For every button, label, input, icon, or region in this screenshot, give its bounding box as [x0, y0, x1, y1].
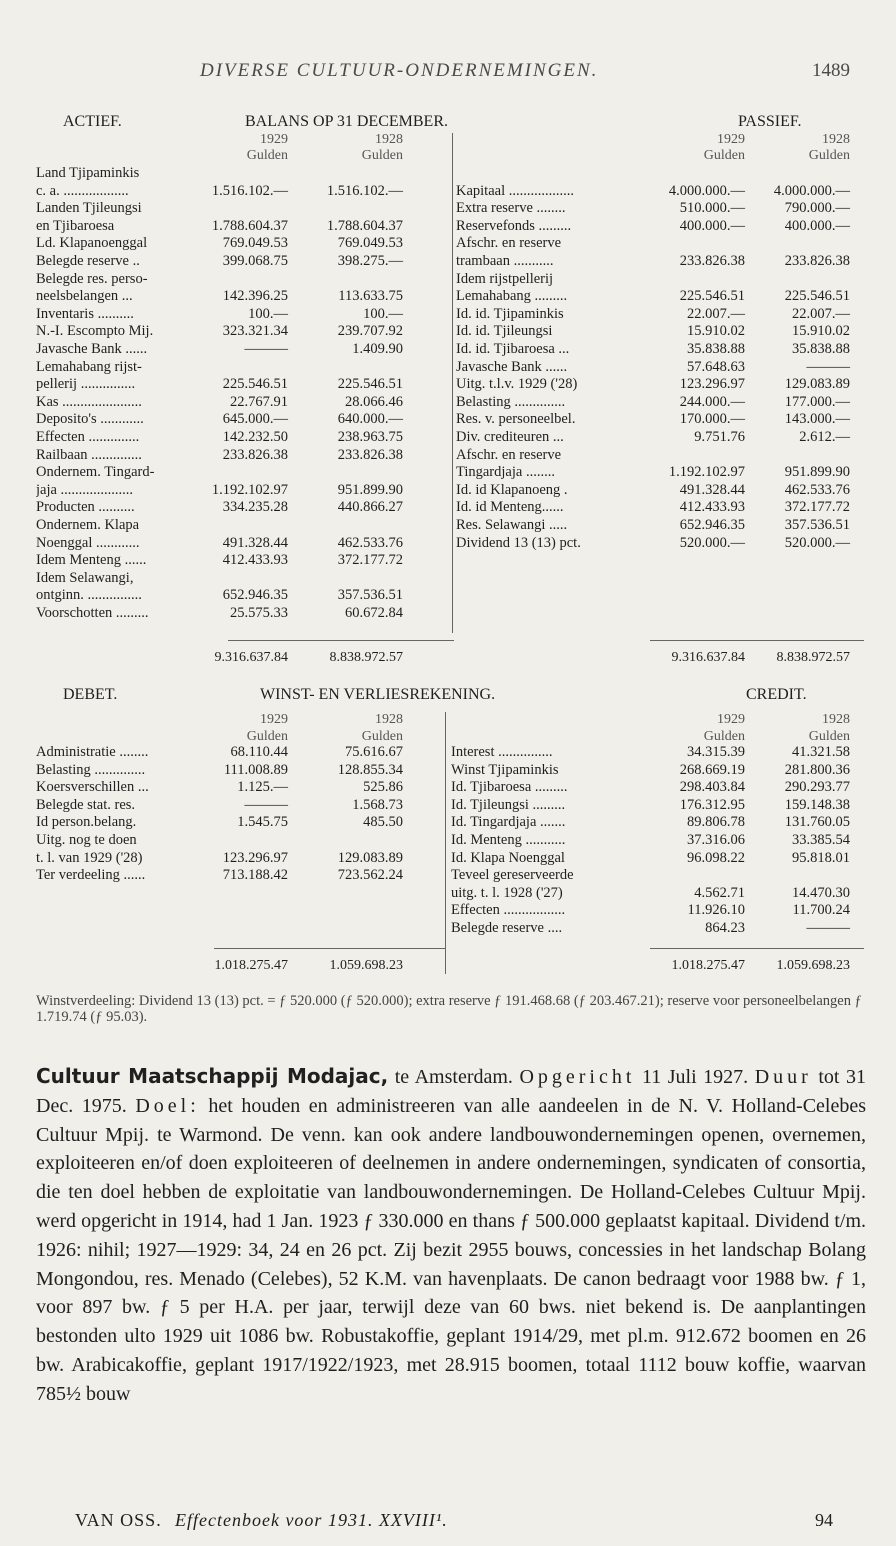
- col-year: 1929: [717, 132, 745, 147]
- row-value-1929: 123.296.97: [679, 376, 745, 393]
- total-value: 1.018.275.47: [214, 958, 288, 973]
- row-value-1928: 290.293.77: [784, 779, 850, 796]
- row-value-1928: 35.838.88: [792, 341, 850, 357]
- spaced-keyword: Doel:: [135, 1094, 200, 1117]
- actief-title: ACTIEF.: [63, 113, 122, 130]
- row-value-1928: 372.177.72: [337, 552, 403, 569]
- row-value-1928: 113.633.75: [338, 288, 403, 305]
- row-label: Afschr. en reserve: [456, 447, 562, 463]
- spaced-keyword: Opgericht: [519, 1066, 636, 1088]
- spaced-keyword: Duur: [754, 1066, 812, 1088]
- col-year: 1929: [260, 132, 288, 147]
- row-value-1928: 225.546.51: [337, 376, 403, 393]
- row-label: Idem Selawangi,: [36, 570, 134, 586]
- col-unit: Gulden: [246, 148, 288, 163]
- row-label: Lemahabang .........: [456, 289, 568, 305]
- row-value-1929: 57.648.63: [687, 358, 745, 375]
- row-value-1928: 790.000.—: [784, 200, 850, 217]
- row-value-1928: 233.826.38: [784, 253, 850, 269]
- total-value: 1.059.698.23: [329, 958, 403, 973]
- row-label: Administratie ........: [36, 745, 149, 760]
- row-value-1929: 334.235.28: [222, 499, 288, 516]
- row-value-1929: 225.546.51: [222, 376, 288, 393]
- row-value-1929: 68.110.44: [230, 744, 288, 760]
- row-value-1928: 177.000.—: [784, 393, 850, 410]
- row-value-1929: 1.516.102.—: [211, 182, 288, 199]
- row-value-1929: 652.946.35: [222, 587, 288, 604]
- row-value-1929: 25.575.33: [230, 605, 288, 621]
- row-label: trambaan ...........: [456, 254, 554, 269]
- row-label: Id. Tjibaroesa .........: [451, 780, 568, 796]
- row-value-1928: ———: [806, 358, 850, 375]
- row-value-1929: 652.946.35: [679, 517, 745, 533]
- row-value-1929: 233.826.38: [222, 446, 288, 463]
- row-label: Id. id. Tjileungsi: [456, 324, 553, 340]
- row-label: Ondernem. Klapa: [36, 518, 140, 533]
- company-description: [36, 1062, 866, 1409]
- row-value-1929: 142.232.50: [222, 429, 288, 445]
- col-year: 1928: [375, 712, 403, 727]
- row-value-1929: 22.007.—: [687, 305, 745, 322]
- row-value-1928: 238.963.75: [337, 429, 403, 445]
- row-value-1929: 412.433.93: [679, 499, 745, 516]
- row-label: Id person.belang.: [36, 815, 137, 831]
- credit-table: [445, 745, 865, 945]
- row-label: Id. id. Tjipaminkis: [456, 306, 564, 322]
- row-value-1928: 951.899.90: [784, 464, 850, 481]
- total-value: 9.316.637.84: [214, 650, 288, 665]
- running-title: DIVERSE CULTUUR-ONDERNEMINGEN.: [200, 60, 599, 81]
- profit-distribution-note: Winstverdeeling: Dividend 13 (13) pct. = ƒ 520.000 (ƒ 520.000); extra reserve ƒ 191.468.68 (ƒ 203.467.21); reserve voor personeelbelangen ƒ 1.719.74 (ƒ 95.03).: [36, 993, 862, 1025]
- row-label: Ld. Klapanoenggal: [36, 236, 148, 252]
- row-label: Extra reserve ........: [456, 201, 566, 217]
- row-label: Div. crediteuren ...: [456, 430, 564, 445]
- footer-page-number: 94: [815, 1510, 833, 1530]
- row-value-1928: 14.470.30: [792, 884, 850, 901]
- row-label: Belegde reserve ....: [451, 921, 563, 936]
- row-value-1928: 41.321.58: [792, 744, 850, 760]
- row-label: jaja ....................: [36, 482, 134, 498]
- row-label: ontginn. ...............: [36, 588, 142, 604]
- row-label: Kas ......................: [36, 394, 142, 410]
- balance-heading: [0, 113, 896, 135]
- row-label: Belegde reserve ..: [36, 254, 140, 269]
- passief-title: PASSIEF.: [738, 113, 802, 130]
- row-label: N.-I. Escompto Mij.: [36, 324, 154, 340]
- row-value-1928: 1.788.604.37: [326, 217, 403, 234]
- row-value-1929: 37.316.06: [687, 832, 745, 848]
- row-value-1929: 510.000.—: [679, 200, 745, 217]
- row-label: Voorschotten .........: [36, 606, 149, 621]
- row-value-1929: 142.396.25: [222, 288, 288, 305]
- passief-table: [452, 166, 864, 646]
- footer-book-title: Effectenboek voor 1931. XXVIII¹.: [175, 1510, 448, 1530]
- row-value-1928: 1.568.73: [352, 796, 403, 813]
- col-year: 1928: [822, 712, 850, 727]
- row-value-1929: 9.751.76: [694, 429, 745, 445]
- row-label: Noenggal ............: [36, 535, 140, 551]
- row-label: Winst Tjipaminkis: [451, 762, 559, 778]
- row-label: Land Tjipaminkis: [36, 166, 140, 181]
- row-value-1928: 525.86: [363, 779, 403, 796]
- running-head: [0, 60, 896, 90]
- row-label: c. a. ..................: [36, 183, 129, 199]
- row-value-1928: 129.083.89: [337, 849, 403, 866]
- row-value-1928: 440.866.27: [337, 499, 403, 516]
- row-value-1929: 34.315.39: [687, 744, 745, 760]
- row-label: Deposito's ............: [36, 412, 144, 428]
- row-value-1929: ———: [244, 796, 288, 813]
- row-label: en Tjibaroesa: [36, 218, 115, 234]
- total-value: 1.059.698.23: [776, 958, 850, 973]
- row-label: Res. v. personeelbel.: [456, 412, 576, 428]
- footer-publisher: VAN OSS.: [75, 1510, 162, 1530]
- row-value-1929: 298.403.84: [679, 779, 745, 796]
- row-value-1928: 28.066.46: [345, 393, 403, 410]
- row-value-1928: 60.672.84: [345, 605, 403, 621]
- row-label: Uitg. nog te doen: [36, 833, 137, 848]
- row-value-1928: 372.177.72: [784, 499, 850, 516]
- row-value-1928: 951.899.90: [337, 481, 403, 498]
- row-value-1929: 400.000.—: [679, 217, 745, 234]
- row-value-1928: 95.818.01: [792, 849, 850, 866]
- row-label: Ondernem. Tingard-: [36, 465, 155, 481]
- row-value-1928: 357.536.51: [784, 517, 850, 533]
- row-label: Belegde stat. res.: [36, 797, 136, 813]
- row-label: Id. id Menteng......: [456, 500, 564, 516]
- row-label: Interest ...............: [451, 745, 553, 760]
- row-value-1928: 22.007.—: [792, 305, 850, 322]
- prose-text: tot 31 Dec. 1975.: [36, 1066, 867, 1117]
- row-label: Javasche Bank ......: [36, 342, 148, 357]
- row-value-1928: ———: [806, 920, 850, 936]
- row-label: Id. Tingardjaja .......: [451, 815, 566, 831]
- total-value: 1.018.275.47: [671, 958, 745, 973]
- pl-title: WINST- EN VERLIESREKENING.: [260, 686, 496, 703]
- col-year: 1928: [822, 132, 850, 147]
- total-rule: [650, 948, 864, 949]
- row-value-1929: 100.—: [248, 305, 288, 322]
- col-unit: Gulden: [246, 729, 288, 744]
- total-rule: [214, 948, 446, 949]
- row-value-1929: 233.826.38: [679, 253, 745, 269]
- row-label: Tingardjaja ........: [456, 465, 555, 481]
- row-label: Idem Menteng ......: [36, 553, 147, 569]
- row-value-1929: 1.125.—: [237, 779, 288, 796]
- row-value-1928: 129.083.89: [784, 376, 850, 393]
- row-value-1928: 11.700.24: [792, 902, 850, 919]
- row-label: Producten ..........: [36, 500, 135, 516]
- row-value-1928: 485.50: [363, 814, 403, 831]
- row-value-1929: 89.806.78: [687, 814, 745, 831]
- row-label: Id. id Klapanoeng .: [456, 482, 568, 498]
- row-value-1929: 491.328.44: [679, 481, 745, 498]
- row-value-1929: 1.192.102.97: [211, 481, 288, 498]
- row-value-1928: 462.533.76: [337, 534, 403, 551]
- row-label: Reservefonds .........: [456, 218, 572, 234]
- row-value-1929: 864.23: [705, 920, 745, 936]
- col-unit: Gulden: [361, 729, 403, 744]
- col-year: 1929: [717, 712, 745, 727]
- row-value-1929: 244.000.—: [679, 393, 745, 410]
- col-year: 1928: [375, 132, 403, 147]
- row-value-1929: 4.562.71: [694, 884, 745, 901]
- row-label: Belasting ..............: [456, 394, 566, 410]
- col-unit: Gulden: [361, 148, 403, 163]
- row-label: Uitg. t.l.v. 1929 ('28): [456, 377, 578, 393]
- row-value-1929: 520.000.—: [679, 534, 745, 551]
- col-unit: Gulden: [703, 729, 745, 744]
- total-value: 8.838.972.57: [329, 650, 403, 665]
- row-label: uitg. t. l. 1928 ('27): [451, 885, 563, 901]
- row-value-1929: 769.049.53: [222, 235, 288, 252]
- row-value-1928: 100.—: [363, 305, 403, 322]
- row-label: Belasting ..............: [36, 762, 146, 778]
- row-value-1929: 1.545.75: [237, 814, 288, 831]
- total-value: 9.316.637.84: [671, 650, 745, 665]
- total-rule: [650, 640, 864, 641]
- row-value-1928: 640.000.—: [337, 411, 403, 428]
- row-value-1928: 1.516.102.—: [326, 182, 403, 199]
- row-label: t. l. van 1929 ('28): [36, 850, 143, 866]
- prose-text: te Amsterdam.: [388, 1066, 520, 1088]
- page-number: 1489: [812, 60, 850, 81]
- prose-text: 11 Juli 1927.: [635, 1066, 755, 1088]
- row-value-1928: 462.533.76: [784, 481, 850, 498]
- pl-heading: [0, 686, 896, 708]
- row-value-1929: 645.000.—: [222, 411, 288, 428]
- row-value-1928: 33.385.54: [792, 832, 850, 848]
- row-label: Effecten .................: [451, 903, 566, 919]
- row-label: Res. Selawangi .....: [456, 518, 568, 533]
- total-value: 8.838.972.57: [776, 650, 850, 665]
- row-value-1929: 15.910.02: [687, 323, 745, 340]
- row-value-1928: 1.409.90: [352, 341, 403, 357]
- row-label: neelsbelangen ...: [36, 289, 133, 305]
- col-year: 1929: [260, 712, 288, 727]
- row-value-1929: 713.188.42: [222, 867, 288, 884]
- row-label: Dividend 13 (13) pct.: [456, 535, 581, 551]
- row-label: Idem rijstpellerij: [456, 271, 554, 287]
- row-value-1929: 4.000.000.—: [668, 182, 745, 199]
- row-value-1928: 75.616.67: [345, 744, 403, 760]
- row-label: Teveel gereserveerde: [451, 868, 574, 884]
- row-value-1929: 35.838.88: [687, 341, 745, 357]
- row-value-1929: 1.788.604.37: [211, 217, 288, 234]
- company-name: Cultuur Maatschappij Modajac,: [36, 1064, 389, 1088]
- row-value-1928: 225.546.51: [784, 288, 850, 305]
- row-value-1928: 398.275.—: [337, 253, 403, 269]
- row-label: Lemahabang rijst-: [36, 359, 142, 375]
- row-value-1928: 233.826.38: [337, 446, 403, 463]
- row-label: Railbaan ..............: [36, 447, 142, 463]
- debet-table: [36, 745, 441, 895]
- balance-title: BALANS OP 31 DECEMBER.: [245, 113, 448, 130]
- row-value-1928: 723.562.24: [337, 867, 403, 884]
- row-value-1928: 281.800.36: [784, 761, 850, 778]
- row-value-1929: 11.926.10: [687, 902, 745, 919]
- row-label: Belegde res. perso-: [36, 271, 148, 287]
- row-value-1929: 170.000.—: [679, 411, 745, 428]
- row-value-1929: 225.546.51: [679, 288, 745, 305]
- row-value-1928: 128.855.34: [337, 761, 403, 778]
- row-value-1929: 22.767.91: [230, 393, 288, 410]
- row-value-1929: 176.312.95: [679, 796, 745, 813]
- row-value-1929: 491.328.44: [222, 534, 288, 551]
- row-label: Inventaris ..........: [36, 306, 134, 322]
- row-value-1928: 159.148.38: [784, 796, 850, 813]
- row-value-1929: 268.669.19: [679, 761, 745, 778]
- row-value-1928: 131.760.05: [784, 814, 850, 831]
- row-value-1929: 399.068.75: [222, 253, 288, 269]
- row-value-1928: 143.000.—: [784, 411, 850, 428]
- credit-title: CREDIT.: [746, 686, 807, 703]
- row-value-1929: 123.296.97: [222, 849, 288, 866]
- col-unit: Gulden: [808, 729, 850, 744]
- row-label: Id. Tjileungsi .........: [451, 797, 566, 813]
- row-value-1928: 769.049.53: [337, 235, 403, 252]
- col-unit: Gulden: [808, 148, 850, 163]
- row-value-1929: ———: [244, 341, 288, 357]
- row-label: Id. id. Tjibaroesa ...: [456, 342, 570, 357]
- row-label: Koersverschillen ...: [36, 780, 149, 796]
- row-label: Ter verdeeling ......: [36, 868, 146, 884]
- row-value-1929: 96.098.22: [687, 849, 745, 866]
- row-label: Landen Tjileungsi: [36, 201, 142, 217]
- row-value-1929: 1.192.102.97: [668, 464, 745, 481]
- prose-text: het houden en administreeren van alle aandeelen in de N. V. Holland-Celebes Cultuur Mpij. te Warmond. De venn. kan ook andere landbouwondernemingen openen, overnemen, exploiteeren en/of doen exploiteeren of deelnemen in andere ondernemingen, syndicaten of consortia, die ten doel hebben de exploitatie van landbouwondernemingen. De Holland-Celebes Cultuur Mpij. werd opgericht in 1914, had 1 Jan. 1923 ƒ 330.000 en thans ƒ 500.000 geplaatst kapitaal. Dividend t/m. 1926: nihil; 1927—1929: 34, 24 en 26 pct. Zij bezit 2955 bouws, concessies in het landschap Bolang Mongondou, res. Menado (Celebes), 52 K.M. van havenplaats. De canon bedraagt voor 1988 bw. ƒ 1, voor 897 bw. ƒ 5 per H.A. per jaar, terwijl deze van 60 bws. niet bekend is. De aanplantingen bestonden ulto 1929 uit 1086 bw. Robustakoffie, geplant 1914/29, met pl.m. 912.672 boomen en 26 bw. Arabicakoffie, geplant 1917/1922/1923, met 28.915 boomen, totaal 1112 bouw koffie, waarvan 785½ bouw: [36, 1094, 866, 1405]
- row-label: Kapitaal ..................: [456, 183, 574, 199]
- debet-title: DEBET.: [63, 686, 118, 703]
- total-rule: [228, 640, 454, 641]
- col-unit: Gulden: [703, 148, 745, 163]
- row-value-1928: 2.612.—: [799, 429, 850, 445]
- row-value-1928: 4.000.000.—: [773, 182, 850, 199]
- row-label: Id. Klapa Noenggal: [451, 850, 565, 866]
- row-value-1929: 323.321.34: [222, 323, 288, 340]
- row-label: Id. Menteng ...........: [451, 833, 566, 848]
- row-label: Javasche Bank ......: [456, 359, 568, 375]
- row-value-1929: 412.433.93: [222, 552, 288, 569]
- row-label: pellerij ...............: [36, 377, 136, 393]
- row-label: Effecten ..............: [36, 430, 140, 445]
- row-value-1928: 357.536.51: [337, 587, 403, 604]
- row-value-1928: 520.000.—: [784, 534, 850, 551]
- row-label: Afschr. en reserve: [456, 236, 562, 252]
- row-value-1928: 15.910.02: [792, 323, 850, 340]
- row-value-1928: 400.000.—: [784, 217, 850, 234]
- row-value-1928: 239.707.92: [337, 323, 403, 340]
- page-footer: [0, 1510, 896, 1536]
- row-value-1929: 111.008.89: [223, 761, 288, 778]
- actief-table: [36, 166, 448, 646]
